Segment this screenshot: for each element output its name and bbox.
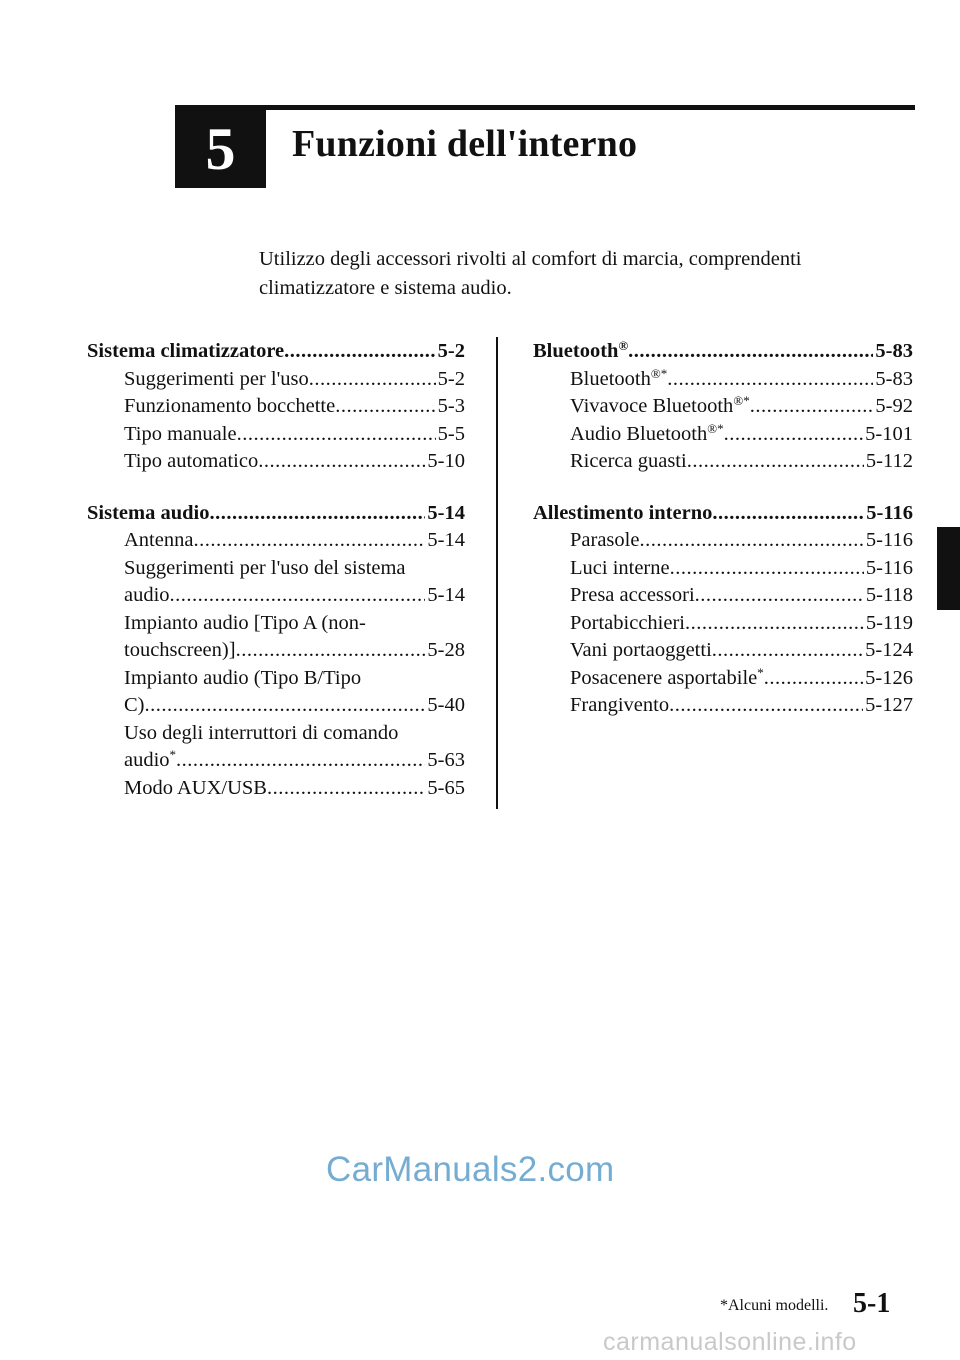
registered-mark: ®: [650, 365, 661, 381]
toc-entry-link[interactable]: audio ..... 5-14: [87, 582, 465, 610]
registered-mark: ®: [733, 393, 744, 408]
toc-entry-link[interactable]: Posacenere asportabile* ..... 5-126: [533, 665, 913, 693]
toc-heading-link[interactable]: Bluetooth® ..... 5-83: [533, 338, 913, 366]
chapter-top-rule: [175, 105, 915, 110]
toc-right-column: [533, 338, 913, 744]
intro-line-2: climatizzatore e sistema audio.: [259, 277, 512, 299]
chapter-side-tab: [937, 527, 960, 610]
watermark-text: CarManuals2.com: [326, 1150, 615, 1189]
page-number: 5-1: [853, 1288, 891, 1319]
toc-entry-link[interactable]: Audio Bluetooth®* ..... 5-101: [533, 421, 913, 449]
toc-entry-link[interactable]: Parasole ..... 5-116: [533, 527, 913, 555]
toc-entry-wrap-line[interactable]: Impianto audio [Tipo A (non-: [124, 611, 366, 634]
toc-entry-wrap-line[interactable]: Impianto audio (Tipo B/Tipo: [124, 666, 362, 689]
chapter-title: Funzioni dell'interno: [292, 123, 638, 165]
toc-entry-link[interactable]: Funzionamento bocchette ..... 5-3: [87, 393, 465, 421]
footnote-marker: *: [743, 393, 750, 408]
footnote-text: *Alcuni modelli.: [720, 1297, 829, 1314]
toc-entry-link[interactable]: Suggerimenti per l'uso ..... 5-2: [87, 366, 465, 394]
footnote-marker: *: [757, 664, 764, 680]
registered-mark: ®: [618, 338, 629, 353]
toc-entry-link[interactable]: Vivavoce Bluetooth®* ..... 5-92: [533, 393, 913, 421]
toc-section-climatizzatore: [87, 338, 465, 476]
chapter-number: 5: [175, 110, 266, 188]
toc-left-column: [87, 338, 465, 826]
toc-section-audio: [87, 500, 465, 803]
toc-entry-link[interactable]: Tipo automatico ..... 5-10: [87, 448, 465, 476]
footnote-marker: *: [717, 420, 724, 436]
toc-entry-link[interactable]: Tipo manuale ..... 5-5: [87, 421, 465, 449]
toc-entry-link[interactable]: Vani portaoggetti ..... 5-124: [533, 637, 913, 665]
toc-entry-link[interactable]: Ricerca guasti ..... 5-112: [533, 448, 913, 476]
toc-entry-link[interactable]: audio* ..... 5-63: [87, 747, 465, 775]
toc-entry-wrap-line[interactable]: Uso degli interruttori di comando: [124, 721, 399, 744]
toc-heading-link[interactable]: Allestimento interno ..... 5-116: [533, 500, 913, 528]
intro-line-1: Utilizzo degli accessori rivolti al comfort di marcia, comprendenti: [259, 248, 802, 270]
footnote-marker: *: [169, 747, 177, 762]
registered-mark: ®: [707, 420, 718, 436]
toc-entry-link[interactable]: Presa accessori ..... 5-118: [533, 582, 913, 610]
toc-section-allestimento: [533, 500, 913, 720]
toc-entry-link[interactable]: Luci interne ..... 5-116: [533, 555, 913, 583]
toc-entry-link[interactable]: Frangivento ..... 5-127: [533, 692, 913, 720]
toc-section-bluetooth: [533, 338, 913, 476]
chapter-intro: [259, 245, 899, 303]
footnote-marker: *: [660, 365, 668, 381]
toc-entry-link[interactable]: Portabicchieri ..... 5-119: [533, 610, 913, 638]
toc-heading-link[interactable]: Sistema audio ..... 5-14: [87, 500, 465, 528]
toc-entry-wrap-line[interactable]: Suggerimenti per l'uso del sistema: [124, 556, 406, 579]
toc-entry-link[interactable]: touchscreen)] ..... 5-28: [87, 637, 465, 665]
toc-entry-link[interactable]: C) ..... 5-40: [87, 692, 465, 720]
site-watermark: carmanualsonline.info: [603, 1328, 857, 1356]
toc-entry-link[interactable]: Antenna ..... 5-14: [87, 527, 465, 555]
toc-heading-link[interactable]: Sistema climatizzatore ..... 5-2: [87, 338, 465, 366]
toc-entry-link[interactable]: Bluetooth®* ..... 5-83: [533, 366, 913, 394]
column-divider: [496, 337, 498, 809]
toc-entry-link[interactable]: Modo AUX/USB ..... 5-65: [87, 775, 465, 803]
